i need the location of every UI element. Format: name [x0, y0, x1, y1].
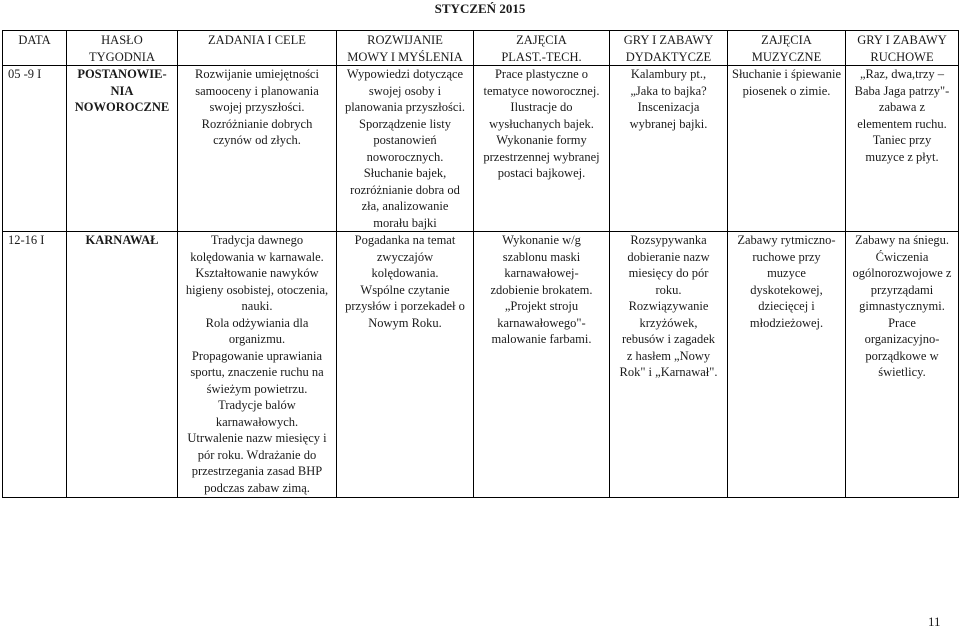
text-line: postanowień — [373, 133, 437, 147]
music-cell — [728, 232, 846, 498]
text-line: miesięcy do pór — [628, 266, 709, 280]
text-line: Wypowiedzi dotyczące — [346, 67, 464, 81]
text-line: noworocznych. — [366, 149, 444, 164]
date-cell: 05 -9 I — [3, 66, 67, 232]
text-line: młodzieżowej. — [749, 315, 824, 330]
text-line: Tradycje balów — [218, 398, 296, 412]
text-line: Ilustracje do — [510, 100, 573, 114]
text-line: Rozsypywanka — [630, 233, 707, 247]
date-cell: 12-16 I — [3, 232, 67, 498]
text-line: przestrzegania zasad BHP — [191, 464, 323, 478]
text-line: Propagowanie uprawiania — [191, 348, 323, 363]
text-line: krzyżówek, — [639, 315, 698, 330]
text-line: Rok" i „Karnawał". — [619, 365, 718, 379]
text-line: swojej osoby i — [368, 83, 442, 98]
text-line: Tradycja dawnego — [210, 233, 304, 247]
speech-cell — [337, 66, 474, 232]
text-line: „Jaka to bajka? — [630, 83, 707, 98]
text-line: Prace — [888, 315, 916, 330]
text-line: karnawałowego"- — [497, 315, 586, 330]
text-line: z hasłem „Nowy — [626, 348, 711, 363]
page-title: STYCZEŃ 2015 — [434, 1, 526, 16]
text-line: karnawałowych. — [215, 414, 299, 429]
text-line: POSTANOWIE- — [77, 67, 167, 81]
goals-cell — [178, 66, 337, 232]
text-line: postaci bajkowej. — [497, 166, 586, 180]
text-line: sportu, znaczenie ruchu na — [190, 365, 324, 379]
text-line: planowania przyszłości. — [344, 100, 466, 114]
motto-cell — [67, 232, 178, 498]
text-line: karnawałowej- — [504, 266, 579, 280]
text-line: samooceny i planowania — [195, 83, 319, 98]
text-line: KARNAWAŁ — [85, 233, 159, 247]
text-line: muzyce z płyt. — [865, 149, 939, 164]
week-row-2 — [3, 232, 959, 498]
header-movement: GRY I ZABAWY RUCHOWE — [846, 31, 959, 66]
schedule-table — [2, 30, 959, 498]
text-line: przestrzennej wybranej — [483, 149, 600, 164]
text-line: Baba Jaga patrzy"- — [854, 83, 950, 98]
art-cell — [474, 66, 610, 232]
header-goals: ZADANIA I CELE — [178, 31, 337, 66]
text-line: Pogadanka na temat — [354, 233, 456, 247]
text-line: Kalambury pt., — [630, 67, 707, 81]
text-line: Utrwalenie nazw miesięcy i — [187, 431, 327, 445]
didactic-cell — [610, 232, 728, 498]
movement-cell — [846, 232, 959, 498]
text-line: „Projekt stroju — [504, 299, 579, 313]
didactic-cell — [610, 66, 728, 232]
text-line: przysłów i porzekadeł o — [345, 299, 465, 313]
text-line: malowanie farbami. — [491, 332, 592, 346]
text-line: higieny osobistej, otoczenia, — [185, 282, 329, 297]
text-line: Kształtowanie nawyków — [195, 266, 319, 280]
text-line: Słuchanie i śpiewanie — [732, 67, 841, 81]
text-line: pór roku. Wdrażanie do — [197, 447, 317, 462]
text-line: porządkowe w — [865, 348, 939, 363]
text-line: morału bajki — [373, 215, 437, 230]
text-line: świeżym powietrzu. — [206, 381, 308, 396]
text-line: Rozróżnianie dobrych — [201, 116, 313, 131]
text-line: zła, analizowanie — [361, 199, 449, 213]
text-line: Sporządzenie listy — [359, 116, 451, 131]
text-line: organizmu. — [228, 332, 286, 346]
text-line: Inscenizacja — [637, 100, 700, 114]
text-line: roku. — [655, 282, 682, 297]
text-line: Ćwiczenia — [875, 249, 929, 264]
text-line: Prace plastyczne o — [494, 67, 588, 81]
text-line: rebusów i zagadek — [621, 332, 716, 346]
header-music: ZAJĘCIA MUZYCZNE — [728, 31, 846, 66]
text-line: Zabawy na śniegu. — [854, 233, 950, 247]
text-line: Taniec przy — [872, 133, 932, 147]
header-row — [3, 31, 959, 66]
text-line: piosenek o zimie. — [742, 83, 831, 98]
text-line: „Raz, dwa,trzy – — [860, 67, 944, 81]
text-line: dyskotekowej, — [750, 282, 823, 297]
text-line: elementem ruchu. — [857, 116, 947, 131]
text-line: nauki. — [241, 299, 273, 313]
goals-cell — [178, 232, 337, 498]
header-motto: HASŁO TYGODNIA — [67, 31, 178, 66]
header-date: DATA — [3, 31, 67, 66]
page-number: 11 — [928, 614, 941, 629]
text-line: dobieranie nazw — [627, 249, 710, 264]
text-line: swojej przyszłości. — [209, 100, 305, 114]
text-line: tematyce noworocznej. — [483, 83, 600, 98]
movement-cell — [846, 66, 959, 232]
text-line: zdobienie brokatem. — [490, 282, 593, 297]
art-cell — [474, 232, 610, 498]
music-cell — [728, 66, 846, 232]
text-line: dziecięcej i — [758, 299, 815, 313]
text-line: ruchowe przy — [752, 249, 821, 264]
text-line: Wykonanie formy — [496, 133, 587, 147]
header-speech: ROZWIJANIE MOWY I MYŚLENIA — [337, 31, 474, 66]
text-line: Rozwijanie umiejętności — [195, 67, 319, 81]
header-art: ZAJĘCIA PLAST.-TECH. — [474, 31, 610, 66]
text-line: wybranej bajki. — [629, 116, 708, 131]
text-line: Wykonanie w/g — [502, 233, 581, 247]
text-line: wysłuchanych bajek. — [489, 116, 594, 131]
text-line: NIA — [110, 83, 134, 98]
text-line: czynów od złych. — [213, 133, 301, 147]
text-line: ogólnorozwojowe z — [852, 266, 952, 280]
text-line: Rozwiązywanie — [628, 299, 709, 313]
text-line: rozróżnianie dobra od — [350, 182, 460, 197]
text-line: gimnastycznymi. — [859, 299, 945, 313]
text-line: kolędowania w karnawale. — [190, 249, 324, 264]
text-line: podczas zabaw zimą. — [204, 480, 310, 495]
text-line: Rola odżywiania dla — [205, 315, 309, 330]
text-line: NOWOROCZNE — [74, 100, 170, 114]
text-line: Zabawy rytmiczno- — [737, 233, 836, 247]
text-line: zabawa z — [878, 100, 926, 114]
motto-cell — [67, 66, 178, 232]
text-line: świetlicy. — [878, 365, 926, 379]
text-line: przyrządami — [870, 282, 934, 297]
week-row-1 — [3, 66, 959, 232]
speech-cell — [337, 232, 474, 498]
text-line: zwyczajów — [376, 249, 434, 264]
text-line: Nowym Roku. — [368, 315, 442, 330]
text-line: Słuchanie bajek, — [363, 166, 447, 180]
text-line: muzyce — [767, 266, 806, 280]
text-line: Wspólne czytanie — [360, 282, 450, 297]
text-line: kolędowania. — [371, 266, 439, 280]
header-didactic: GRY I ZABAWY DYDAKTYCZE — [610, 31, 728, 66]
text-line: organizacyjno- — [864, 332, 940, 346]
text-line: szablonu maski — [502, 249, 581, 264]
